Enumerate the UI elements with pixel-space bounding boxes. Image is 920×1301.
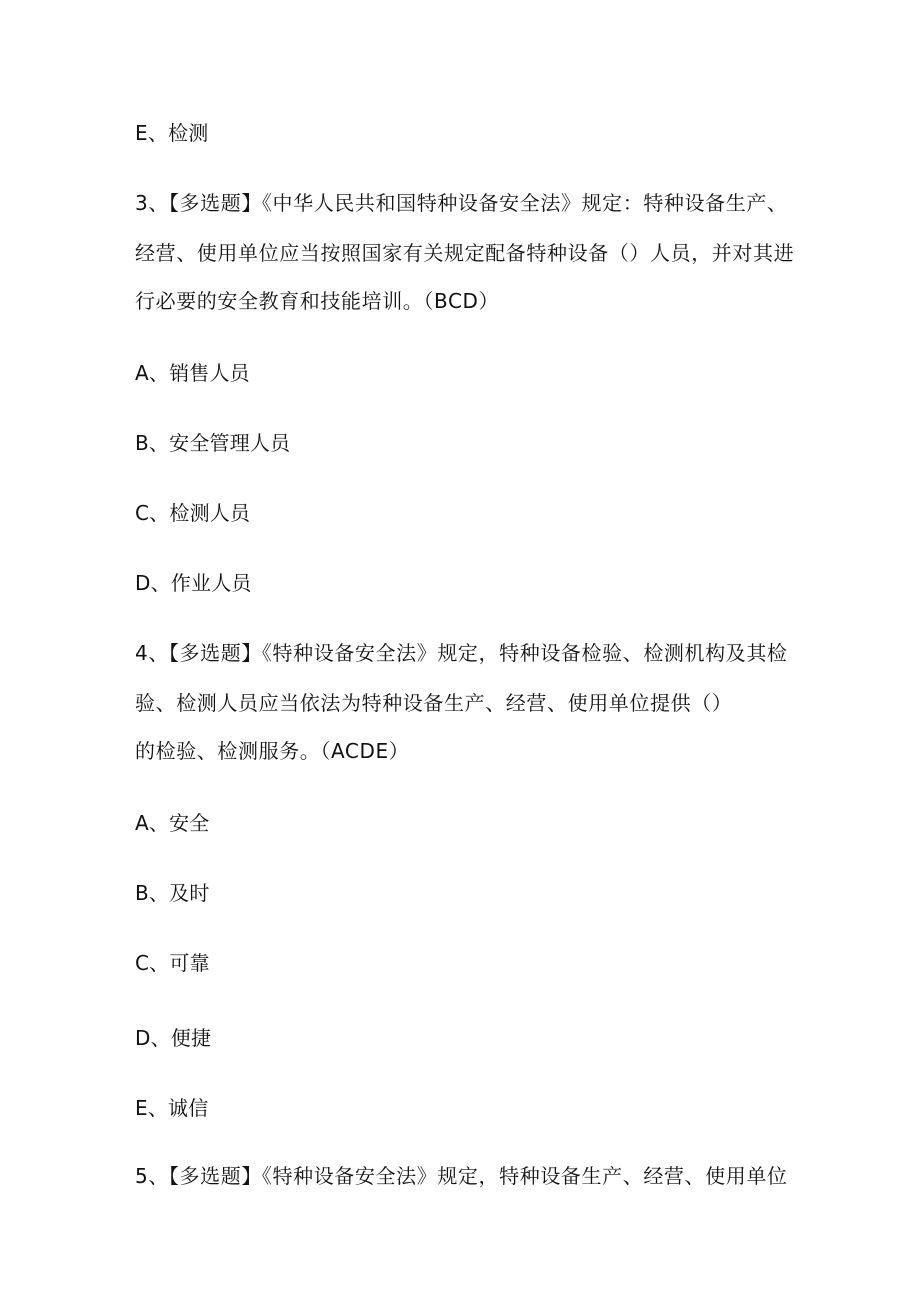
question-3-option-c: C、检测人员 <box>135 501 251 525</box>
question-4-line-1: 4、【多选题】《特种设备安全法》规定，特种设备检验、检测机构及其检 <box>135 641 788 665</box>
prev-option-e: E、检测 <box>135 121 209 145</box>
question-4-line-3: 的检验、检测服务。（ACDE） <box>135 739 410 763</box>
question-3-line-2: 经营、使用单位应当按照国家有关规定配备特种设备（）人员，并对其进 <box>135 241 795 265</box>
question-4-option-d: D、便捷 <box>135 1026 212 1050</box>
question-4-option-c: C、可靠 <box>135 951 210 975</box>
question-3-line-1: 3、【多选题】《中华人民共和国特种设备安全法》规定：特种设备生产、 <box>135 191 788 215</box>
question-3-option-b: B、安全管理人员 <box>135 431 291 455</box>
question-4-option-b: B、及时 <box>135 881 210 905</box>
question-4-line-2: 验、检测人员应当依法为特种设备生产、经营、使用单位提供（） <box>135 691 733 715</box>
question-3-option-d: D、作业人员 <box>135 571 252 595</box>
question-5-line-1: 5、【多选题】《特种设备安全法》规定，特种设备生产、经营、使用单位 <box>135 1164 788 1188</box>
question-3-line-3: 行必要的安全教育和技能培训。（BCD） <box>135 289 500 313</box>
question-4-option-e: E、诚信 <box>135 1096 209 1120</box>
question-4-option-a: A、安全 <box>135 811 210 835</box>
question-3-option-a: A、销售人员 <box>135 361 250 385</box>
